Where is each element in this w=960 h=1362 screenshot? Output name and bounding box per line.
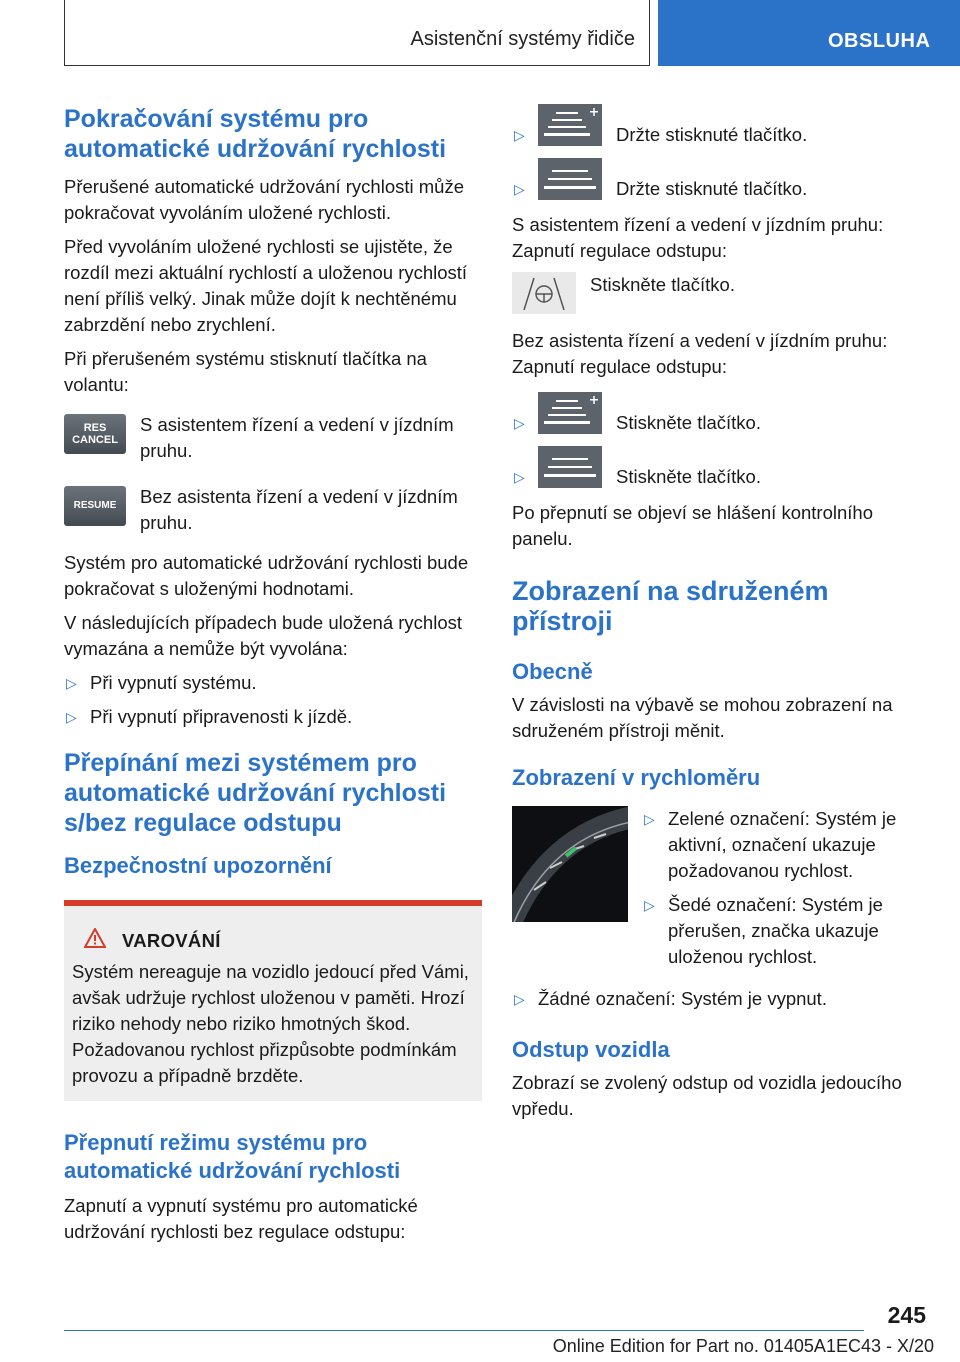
page-header bbox=[0, 0, 960, 66]
speedometer-image bbox=[512, 806, 628, 922]
paragraph: S asistentem řízení a vedení v jízdním pruhu: Zapnutí regulace odstupu: bbox=[512, 214, 884, 261]
heading-resume-cruise: Pokračování systému pro automatické udržování rychlosti bbox=[64, 105, 447, 163]
right-column bbox=[512, 104, 928, 1130]
triangle-bullet-icon: ▷ bbox=[644, 811, 655, 827]
lane-button-row bbox=[512, 104, 928, 148]
lane-button-row bbox=[512, 446, 928, 490]
warning-box bbox=[64, 900, 482, 1101]
footer-divider bbox=[64, 1330, 864, 1331]
button-description: Stiskněte tlačítko. bbox=[616, 412, 761, 433]
warning-title-row bbox=[72, 928, 474, 953]
warning-title: VAROVÁNÍ bbox=[122, 929, 221, 951]
list-item: ▷ Žádné označení: Systém je vypnut. bbox=[512, 986, 928, 1012]
triangle-bullet-icon: ▷ bbox=[514, 991, 525, 1007]
resume-button-icon: RESUME bbox=[64, 486, 126, 526]
speedometer-legend bbox=[642, 806, 928, 978]
left-column bbox=[64, 100, 482, 1253]
paragraph: Při přerušeném systému stisknutí tlačítka na volantu: bbox=[64, 348, 427, 395]
button-row-resume bbox=[64, 484, 482, 536]
heading-switching: Přepínání mezi systémem pro automatické udržování rychlosti s/bez regulace odstupu bbox=[64, 749, 447, 837]
distance-plus-button-icon bbox=[538, 392, 602, 434]
distance-plus-button-icon bbox=[538, 104, 602, 146]
button-description: S asistentem řízení a vedení v jízdním pruhu. bbox=[140, 414, 454, 461]
header-chapter-label: OBSLUHA bbox=[828, 30, 931, 52]
triangle-bullet-icon: ▷ bbox=[514, 181, 525, 197]
distance-minus-button-icon bbox=[538, 158, 602, 200]
button-row-res-cancel bbox=[64, 412, 482, 464]
res-cancel-button-icon: RES CANCEL bbox=[64, 414, 126, 454]
paragraph: Po přepnutí se objeví se hlášení kontrolního panelu. bbox=[512, 502, 873, 549]
button-description: Držte stisknuté tlačítko. bbox=[616, 178, 808, 199]
triangle-bullet-icon: ▷ bbox=[514, 127, 525, 143]
steering-button-row bbox=[512, 272, 928, 314]
button-description: Stiskněte tlačítko. bbox=[590, 274, 735, 295]
button-description: Držte stisknuté tlačítko. bbox=[616, 124, 808, 145]
speedometer-section bbox=[512, 806, 928, 978]
paragraph: Přerušené automatické udržování rychlosti může pokračovat vyvoláním uložené rychlosti. bbox=[64, 176, 464, 223]
heading-vehicle-distance: Odstup vozidla bbox=[512, 1037, 670, 1062]
paragraph: Před vyvoláním uložené rychlosti se ujistěte, že rozdíl mezi aktuální rychlostí a uloženou rychlostí není příliš velký. Jinak může dojít k nechtěnému zabrzdění nebo zrychlení. bbox=[64, 236, 468, 335]
steering-assist-button-icon bbox=[512, 272, 576, 314]
paragraph: Bez asistenta řízení a vedení v jízdním pruhu: Zapnutí regulace odstupu: bbox=[512, 330, 888, 377]
lane-button-row bbox=[512, 392, 928, 436]
list-item: ▷ Při vypnutí připravenosti k jízdě. bbox=[64, 704, 482, 730]
paragraph: Zobrazí se zvolený odstup od vozidla jedoucího vpředu. bbox=[512, 1072, 902, 1119]
button-description: Stiskněte tlačítko. bbox=[616, 466, 761, 487]
paragraph: V závislosti na výbavě se mohou zobrazení na sdruženém přístroji měnit. bbox=[512, 694, 893, 741]
paragraph: Zapnutí a vypnutí systému pro automatické udržování rychlosti bez regulace odstupu: bbox=[64, 1195, 418, 1242]
footer-edition: Online Edition for Part no. 01405A1EC43 - X/20 bbox=[552, 1336, 934, 1356]
list-item: ▷ Při vypnutí systému. bbox=[64, 670, 482, 696]
warning-triangle-icon bbox=[84, 928, 106, 953]
button-description: Bez asistenta řízení a vedení v jízdním pruhu. bbox=[140, 486, 458, 533]
list-item: ▷ Zelené označení: Systém je aktivní, označení ukazuje požadovanou rychlost. bbox=[642, 806, 928, 884]
list-item: ▷ Šedé označení: Systém je přerušen, značka ukazuje uloženou rychlost. bbox=[642, 892, 928, 970]
triangle-bullet-icon: ▷ bbox=[514, 415, 525, 431]
distance-minus-button-icon bbox=[538, 446, 602, 488]
triangle-bullet-icon: ▷ bbox=[66, 709, 77, 725]
heading-instrument-cluster: Zobrazení na sdruženém přístroji bbox=[512, 576, 829, 636]
warning-text: Systém nereaguje na vozidlo jedoucí před Vámi, avšak udržuje rychlost uloženou v paměti. Hrozí riziko nehody nebo riziko hmotných škod. Požadovanou rychlost přizpůsobte podmínkám provozu a případně brzděte. bbox=[72, 961, 469, 1086]
triangle-bullet-icon: ▷ bbox=[514, 469, 525, 485]
triangle-bullet-icon: ▷ bbox=[644, 897, 655, 913]
header-section-title: Asistenční systémy řidiče bbox=[410, 28, 635, 50]
header-section-box bbox=[64, 0, 650, 66]
triangle-bullet-icon: ▷ bbox=[66, 675, 77, 691]
heading-safety: Bezpečnostní upozornění bbox=[64, 853, 332, 878]
page-number: 245 bbox=[887, 1302, 926, 1328]
paragraph: V následujících případech bude uložená rychlost vymazána a nemůže být vyvolána: bbox=[64, 612, 463, 659]
heading-general: Obecně bbox=[512, 659, 593, 684]
paragraph: Systém pro automatické udržování rychlosti bude pokračovat s uloženými hodnotami. bbox=[64, 552, 469, 599]
header-chapter-tab bbox=[658, 0, 960, 66]
heading-mode-switch: Přepnutí režimu systému pro automatické udržování rychlosti bbox=[64, 1130, 401, 1183]
heading-speedometer: Zobrazení v rychloměru bbox=[512, 765, 761, 790]
lane-button-row bbox=[512, 158, 928, 202]
